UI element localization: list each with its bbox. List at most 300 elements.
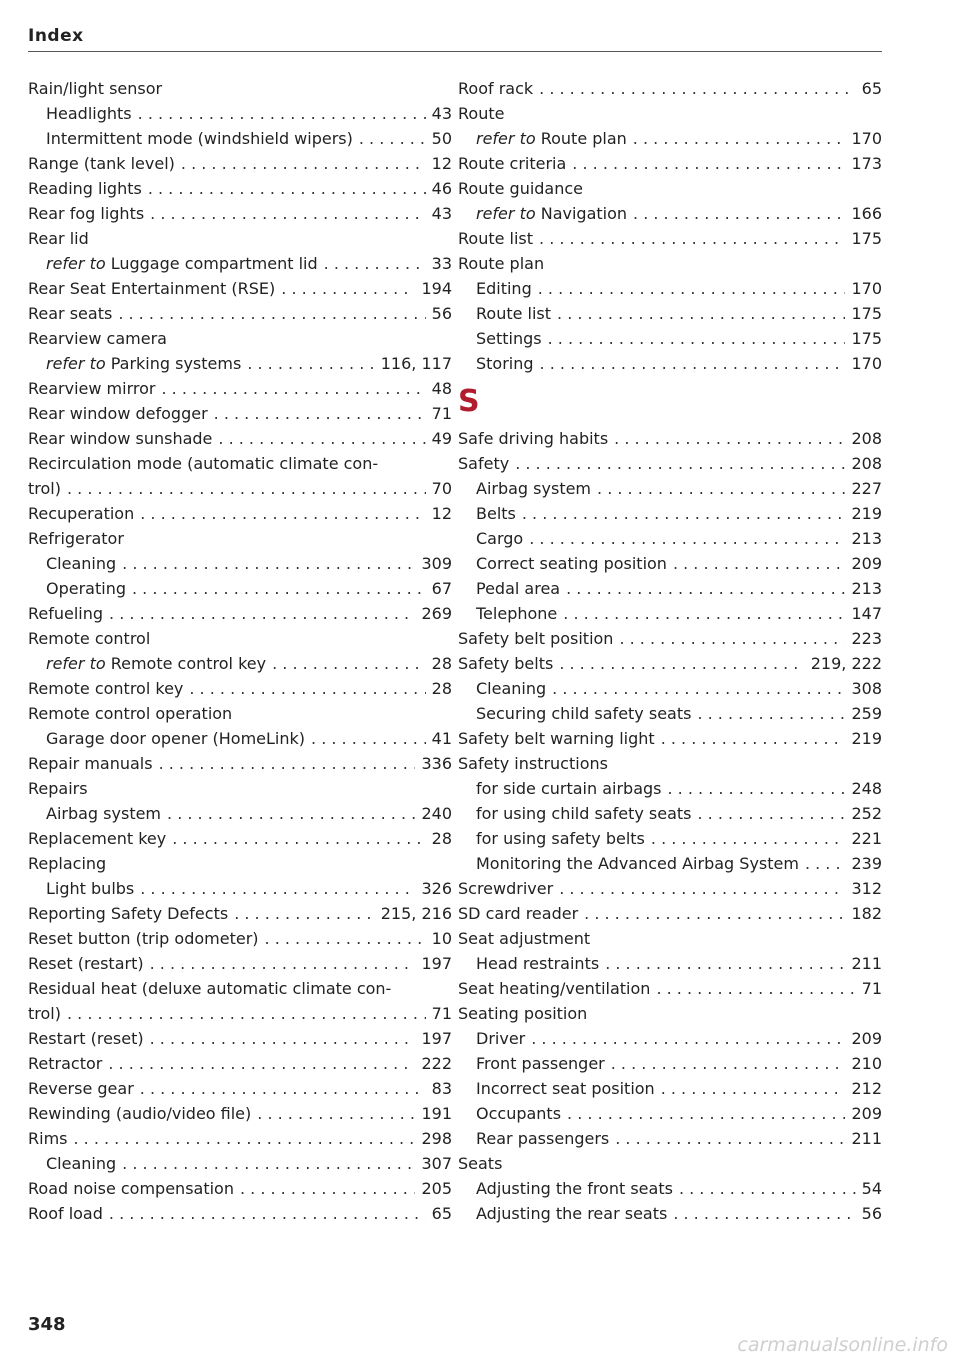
entry-label (476, 1126, 609, 1151)
dot-leader (567, 1101, 845, 1126)
page-reference: 71 (861, 979, 882, 998)
index-entry (458, 251, 882, 276)
dot-leader (234, 901, 375, 926)
index-subentry (458, 701, 882, 726)
entry-label (476, 951, 599, 976)
entry-label (476, 126, 627, 151)
entry-text: Correct seating position (476, 554, 667, 573)
page-reference: 54 (861, 1179, 882, 1198)
dot-leader (240, 1176, 415, 1201)
entry-label (28, 926, 259, 951)
entry-text: for side curtain airbags (476, 779, 662, 798)
entry-text: Reset (restart) (28, 954, 144, 973)
page-reference: 197 (421, 954, 452, 973)
page-reference: 209 (851, 1029, 882, 1048)
entry-text: Seats (458, 1154, 503, 1173)
entry-label (458, 901, 578, 926)
entry-text: Front passenger (476, 1054, 605, 1073)
entry-text: Editing (476, 279, 532, 298)
page-header: Index (28, 26, 84, 46)
page-reference: 221 (851, 829, 882, 848)
page-reference: 41 (431, 729, 452, 748)
page-reference: 12 (431, 154, 452, 173)
index-subentry (458, 1101, 882, 1126)
entry-label (46, 876, 134, 901)
entry-label (476, 851, 799, 876)
index-entry (458, 626, 882, 651)
dot-leader (247, 351, 374, 376)
dot-leader (661, 1076, 846, 1101)
dot-leader (584, 901, 845, 926)
dot-leader (605, 951, 845, 976)
index-entry (28, 1126, 452, 1151)
index-entry (28, 826, 452, 851)
entry-text: Roof load (28, 1204, 103, 1223)
dot-leader (138, 101, 426, 126)
page-reference: 209 (851, 1104, 882, 1123)
entry-text: Safety belt warning light (458, 729, 655, 748)
entry-label (28, 426, 212, 451)
index-entry (458, 1151, 882, 1176)
entry-label (458, 451, 509, 476)
refer-to-label: refer to (46, 654, 106, 673)
entry-label (476, 351, 534, 376)
dot-leader (150, 1026, 416, 1051)
dot-leader (552, 676, 845, 701)
page-reference: 209 (851, 554, 882, 573)
entry-text: Adjusting the front seats (476, 1179, 673, 1198)
page-reference: 170 (851, 354, 882, 373)
page-reference: 252 (851, 804, 882, 823)
entry-text: Recuperation (28, 504, 135, 523)
entry-label (458, 151, 566, 176)
entry-text: Airbag system (46, 804, 162, 823)
entry-text: Remote control (28, 629, 151, 648)
dot-leader (118, 301, 425, 326)
entry-text: Route criteria (458, 154, 567, 173)
entry-text: Rear fog lights (28, 204, 145, 223)
page-reference: 240 (421, 804, 452, 823)
entry-text: Safety belt position (458, 629, 614, 648)
page-reference: 326 (421, 879, 452, 898)
entry-label (46, 551, 116, 576)
entry-text: Route plan (540, 129, 627, 148)
page-reference: 312 (851, 879, 882, 898)
index-entry (28, 1051, 452, 1076)
dot-leader (557, 301, 845, 326)
dot-leader (109, 601, 415, 626)
entry-text: Rearview mirror (28, 379, 156, 398)
page-reference: 210 (851, 1054, 882, 1073)
dot-leader (159, 751, 416, 776)
entry-text: Replacement key (28, 829, 167, 848)
dot-leader (311, 726, 426, 751)
index-entry (28, 926, 452, 951)
page-reference: 170 (851, 279, 882, 298)
entry-text: Occupants (476, 1104, 562, 1123)
index-entry (458, 751, 882, 776)
page-reference: 215, 216 (380, 904, 452, 923)
index-subentry (28, 251, 452, 276)
index-entry (458, 926, 882, 951)
page-reference: 50 (431, 129, 452, 148)
entry-text: Replacing (28, 854, 107, 873)
index-entry (28, 701, 452, 726)
index-entry (28, 1201, 452, 1226)
entry-text: Reverse gear (28, 1079, 134, 1098)
dot-leader (67, 1001, 426, 1026)
entry-label (28, 851, 106, 876)
entry-label (28, 1201, 103, 1226)
entry-text: Parking systems (110, 354, 242, 373)
entry-text: Route (458, 104, 505, 123)
entry-text: Belts (476, 504, 516, 523)
entry-text: Settings (476, 329, 542, 348)
entry-text: Cargo (476, 529, 524, 548)
entry-text: Light bulbs (46, 879, 135, 898)
entry-label (28, 376, 155, 401)
entry-text: Refueling (28, 604, 104, 623)
entry-text: Remote control key (28, 679, 184, 698)
dot-leader (167, 801, 415, 826)
page-reference: 307 (421, 1154, 452, 1173)
entry-text: Rear lid (28, 229, 89, 248)
entry-text: Seating position (458, 1004, 588, 1023)
entry-text: Telephone (476, 604, 558, 623)
index-entry (458, 176, 882, 201)
page-reference: 28 (431, 654, 452, 673)
dot-leader (172, 826, 425, 851)
entry-text: Rewinding (audio/video file) (28, 1104, 252, 1123)
entry-label (46, 251, 318, 276)
page-reference: 298 (421, 1129, 452, 1148)
entry-text: Pedal area (476, 579, 561, 598)
index-subentry (458, 1076, 882, 1101)
dot-leader (679, 1176, 856, 1201)
entry-text: Rear window defogger (28, 404, 208, 423)
dot-leader (122, 1151, 415, 1176)
index-subentry (458, 826, 882, 851)
entry-text: Driver (476, 1029, 526, 1048)
header-rule (28, 51, 882, 52)
entry-text: Restart (reset) (28, 1029, 144, 1048)
entry-label (476, 1026, 525, 1051)
entry-text: Adjusting the rear seats (476, 1204, 668, 1223)
dot-leader (619, 626, 845, 651)
entry-label (28, 701, 232, 726)
page-reference: 336 (421, 754, 452, 773)
dot-leader (566, 576, 845, 601)
page-reference: 239 (851, 854, 882, 873)
entry-label (28, 301, 112, 326)
dot-leader (563, 601, 845, 626)
entry-text: Safe driving habits (458, 429, 609, 448)
index-entry (28, 1001, 452, 1026)
dot-leader (656, 976, 855, 1001)
entry-label (476, 476, 591, 501)
index-group-s (458, 426, 882, 1226)
dot-leader (529, 526, 845, 551)
dot-leader (140, 876, 415, 901)
index-entry (28, 951, 452, 976)
dot-leader (538, 276, 846, 301)
index-entry (28, 426, 452, 451)
page-reference: 259 (851, 704, 882, 723)
index-entry (458, 726, 882, 751)
page-reference: 197 (421, 1029, 452, 1048)
entry-label (458, 76, 533, 101)
index-subentry (458, 126, 882, 151)
index-entry (28, 501, 452, 526)
page-reference: 175 (851, 229, 882, 248)
refer-to-label: refer to (476, 204, 536, 223)
entry-text: Residual heat (deluxe automatic climate con- (28, 979, 392, 998)
index-entry (28, 226, 452, 251)
dot-leader (189, 676, 425, 701)
index-entry (28, 776, 452, 801)
entry-text: Head restraints (476, 954, 600, 973)
entry-text: Seat heating/ventilation (458, 979, 651, 998)
entry-label (28, 676, 183, 701)
index-entry (28, 476, 452, 501)
entry-label (28, 226, 89, 251)
entry-label (28, 401, 208, 426)
entry-text: Retractor (28, 1054, 103, 1073)
index-subentry (458, 676, 882, 701)
index-entry (28, 1026, 452, 1051)
entry-text: Road noise compensation (28, 1179, 234, 1198)
index-subentry (458, 326, 882, 351)
entry-text: Reset button (trip odometer) (28, 929, 259, 948)
index-entry (28, 626, 452, 651)
entry-label (28, 151, 175, 176)
entry-label (476, 1101, 561, 1126)
index-entry (28, 751, 452, 776)
entry-text: Route list (458, 229, 534, 248)
entry-label (458, 726, 655, 751)
entry-text: Securing child safety seats (476, 704, 692, 723)
index-subentry (28, 726, 452, 751)
page-reference: 71 (431, 1004, 452, 1023)
index-subentry (28, 101, 452, 126)
page-reference: 56 (431, 304, 452, 323)
page-reference: 212 (851, 1079, 882, 1098)
page-reference: 223 (851, 629, 882, 648)
index-entry (28, 326, 452, 351)
dot-leader (614, 426, 845, 451)
entry-label (28, 951, 144, 976)
dot-leader (522, 501, 846, 526)
page-reference: 211 (851, 1129, 882, 1148)
dot-leader (572, 151, 845, 176)
entry-text: Luggage compartment lid (110, 254, 318, 273)
index-entry (458, 76, 882, 101)
refer-to-label: refer to (46, 354, 106, 373)
entry-label (458, 176, 583, 201)
dot-leader (108, 1051, 415, 1076)
entry-label (476, 501, 516, 526)
dot-leader (697, 701, 845, 726)
dot-leader (148, 176, 426, 201)
entry-label (476, 776, 662, 801)
page-reference: 182 (851, 904, 882, 923)
entry-text: Recirculation mode (automatic climate con- (28, 454, 379, 473)
entry-label (28, 751, 153, 776)
page-reference: 49 (431, 429, 452, 448)
index-column-left (28, 76, 452, 1226)
entry-text: Garage door opener (HomeLink) (46, 729, 306, 748)
entry-text: Rear Seat Entertainment (RSE) (28, 279, 276, 298)
entry-text: Rear window sunshade (28, 429, 213, 448)
refer-to-label: refer to (46, 254, 106, 273)
index-subentry (458, 476, 882, 501)
entry-text: Route plan (458, 254, 545, 273)
dot-leader (150, 951, 416, 976)
index-subentry (28, 651, 452, 676)
page-reference: 222 (421, 1054, 452, 1073)
entry-text: Rain/light sensor (28, 79, 163, 98)
entry-label (476, 526, 523, 551)
entry-text: Refrigerator (28, 529, 124, 548)
index-subentry (458, 351, 882, 376)
dot-leader (140, 1076, 426, 1101)
entry-label (28, 976, 391, 1001)
entry-label (28, 451, 378, 476)
entry-label (458, 926, 590, 951)
index-subentry (28, 801, 452, 826)
index-entry (458, 876, 882, 901)
entry-label (458, 876, 553, 901)
entry-label (28, 1001, 61, 1026)
dot-leader (181, 151, 426, 176)
page-reference: 10 (431, 929, 452, 948)
index-entry (28, 1101, 452, 1126)
dot-leader (132, 576, 426, 601)
index-subentry (458, 301, 882, 326)
dot-leader (515, 451, 845, 476)
page-reference: 208 (851, 429, 882, 448)
index-entry (28, 526, 452, 551)
entry-text: Cleaning (46, 554, 117, 573)
entry-text: trol) (28, 479, 61, 498)
index-entry (28, 676, 452, 701)
watermark: carmanualsonline.info (737, 1334, 948, 1356)
index-entry (28, 176, 452, 201)
page-reference: 43 (431, 104, 452, 123)
dot-leader (615, 1126, 845, 1151)
entry-text: Incorrect seat position (476, 1079, 655, 1098)
entry-label (458, 1151, 502, 1176)
entry-text: Intermittent mode (windshield wipers) (46, 129, 353, 148)
entry-label (28, 76, 162, 101)
entry-label (476, 1201, 667, 1226)
entry-text: Route guidance (458, 179, 584, 198)
dot-leader (281, 276, 415, 301)
entry-text: Cleaning (46, 1154, 117, 1173)
page-reference: 70 (431, 479, 452, 498)
dot-leader (265, 926, 426, 951)
dot-leader (122, 551, 415, 576)
index-subentry (28, 126, 452, 151)
entry-label (476, 301, 551, 326)
entry-text: Route list (476, 304, 552, 323)
dot-leader (805, 851, 846, 876)
page-reference: 65 (431, 1204, 452, 1223)
entry-label (46, 801, 161, 826)
page-reference: 46 (431, 179, 452, 198)
dot-leader (214, 401, 426, 426)
index-entry (28, 76, 452, 101)
entry-label (476, 1051, 605, 1076)
entry-label (46, 351, 241, 376)
index-entry (458, 101, 882, 126)
dot-leader (548, 326, 846, 351)
dot-leader (673, 1201, 855, 1226)
index-subentry (458, 1051, 882, 1076)
entry-label (476, 326, 542, 351)
dot-leader (218, 426, 425, 451)
index-subentry (458, 276, 882, 301)
entry-text: Repairs (28, 779, 88, 798)
entry-text: Reporting Safety Defects (28, 904, 229, 923)
dot-leader (140, 501, 425, 526)
entry-text: Rims (28, 1129, 68, 1148)
entry-label (46, 651, 266, 676)
dot-leader (257, 1101, 415, 1126)
entry-text: Remote control operation (28, 704, 233, 723)
dot-leader (633, 201, 845, 226)
page-reference: 309 (421, 554, 452, 573)
entry-text: Rear passengers (476, 1129, 610, 1148)
entry-label (458, 976, 650, 1001)
index-entry (28, 601, 452, 626)
entry-label (28, 901, 228, 926)
page-reference: 28 (431, 679, 452, 698)
entry-label (476, 801, 692, 826)
index-subentry (458, 776, 882, 801)
entry-text: Roof rack (458, 79, 534, 98)
entry-label (28, 1101, 251, 1126)
dot-leader (359, 126, 426, 151)
page-reference: 48 (431, 379, 452, 398)
entry-text: Rear seats (28, 304, 113, 323)
index-entry (28, 201, 452, 226)
entry-label (28, 1076, 134, 1101)
index-subentry (458, 501, 882, 526)
page-reference: 219 (851, 729, 882, 748)
page-reference: 213 (851, 529, 882, 548)
entry-text: Safety belts (458, 654, 554, 673)
index-entry (458, 976, 882, 1001)
index-entry (28, 301, 452, 326)
page-reference: 248 (851, 779, 882, 798)
dot-leader (661, 726, 846, 751)
page-reference: 116, 117 (380, 354, 452, 373)
page-reference: 170 (851, 129, 882, 148)
dot-leader (698, 801, 846, 826)
entry-text: Screwdriver (458, 879, 554, 898)
entry-text: for using safety belts (476, 829, 645, 848)
dot-leader (272, 651, 426, 676)
dot-leader (651, 826, 846, 851)
index-entry (28, 151, 452, 176)
entry-label (476, 601, 557, 626)
index-subentry (458, 601, 882, 626)
dot-leader (531, 1026, 845, 1051)
entry-label (28, 326, 167, 351)
page-reference: 71 (431, 404, 452, 423)
index-entry (28, 901, 452, 926)
